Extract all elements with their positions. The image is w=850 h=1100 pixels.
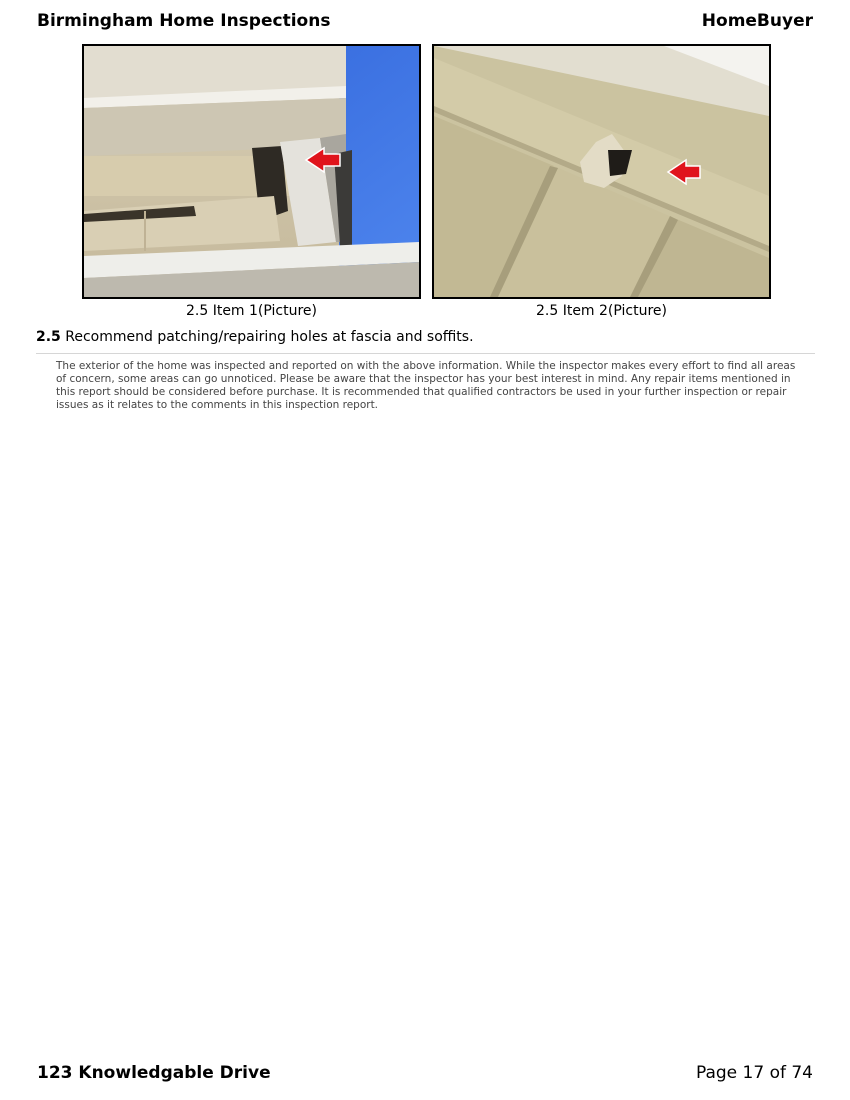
inspection-photo-2 <box>432 44 771 299</box>
inspection-photo-1 <box>82 44 421 299</box>
section-disclaimer: The exterior of the home was inspected and reported on with the above information. While the inspector makes every effort to find all areas of concern, some areas can go unnoticed. Please be aware that the inspector has your best interest in mind. Any repair items mentioned in this report should be considered before purchase. It is recommended that qualified contractors be used in your further inspection or repair issues as it relates to the comments in this inspection report. <box>56 360 796 411</box>
page-number: Page 17 of 74 <box>695 1063 813 1083</box>
item-text: Recommend patching/repairing holes at fascia and soffits. <box>65 329 474 345</box>
report-type: HomeBuyer <box>701 11 813 31</box>
item-comment <box>36 329 474 345</box>
photo-2-caption: 2.5 Item 2(Picture) <box>535 303 667 319</box>
photo-1-caption: 2.5 Item 1(Picture) <box>185 303 317 319</box>
company-name: Birmingham Home Inspections <box>37 11 331 31</box>
section-divider <box>36 353 815 354</box>
footer-address: 123 Knowledgable Drive <box>37 1063 271 1083</box>
item-number: 2.5 <box>36 329 61 345</box>
